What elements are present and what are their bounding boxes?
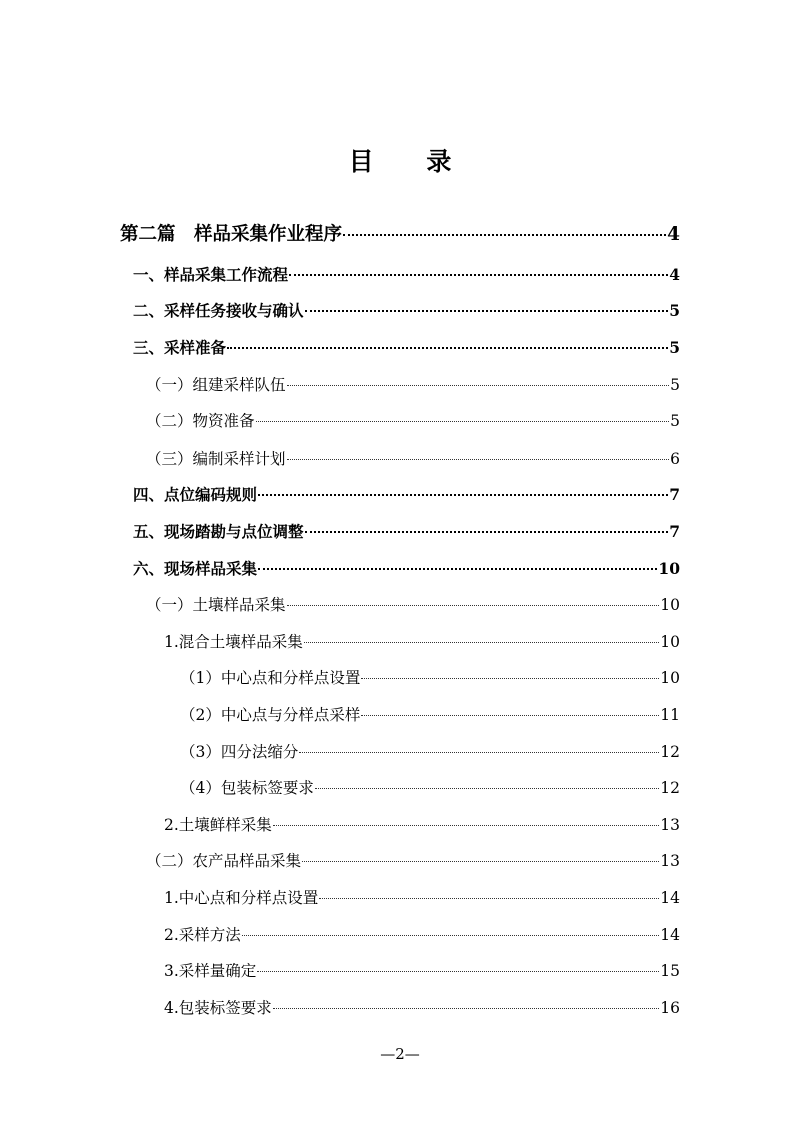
toc-entry-page: 10 [660,669,680,687]
dot-leader [361,715,659,716]
toc-entry-page: 16 [660,999,680,1017]
dot-leader [257,971,659,972]
toc-entry[interactable] [164,885,680,911]
toc-entry[interactable] [133,556,680,582]
toc-entry[interactable] [164,995,680,1021]
dot-leader [305,310,669,312]
toc-entry[interactable] [133,262,680,288]
toc-entry[interactable] [133,335,680,361]
toc-entry[interactable] [180,739,680,765]
page-title: 目 录 [348,147,474,176]
toc-entry-label: 1.混合土壤样品采集 [164,633,303,651]
toc-entry-label: 二、采样任务接收与确认 [133,302,304,320]
toc-entry-page: 12 [660,779,680,797]
toc-entry-label: （1）中心点和分样点设置 [180,669,361,687]
toc-entry-page: 13 [660,816,680,834]
dot-leader [315,788,659,789]
toc-entry-label: 3.采样量确定 [164,962,257,980]
toc-entry-label: 2.土壤鲜样采集 [164,816,272,834]
dot-leader [304,642,659,643]
toc-entry-label: 一、样品采集工作流程 [133,266,289,284]
dot-leader [258,568,657,570]
toc-entry-label: 五、现场踏勘与点位调整 [133,523,304,541]
toc-entry[interactable] [164,922,680,948]
dot-leader [319,898,659,899]
toc-entry-label: 1.中心点和分样点设置 [164,889,319,907]
toc-entry-label: 第二篇 样品采集作业程序 [120,224,343,245]
toc-entry[interactable] [146,372,680,398]
toc-entry[interactable] [133,298,680,324]
dot-leader [299,752,659,753]
toc-entry[interactable] [146,592,680,618]
toc-entry-label: （三）编制采样计划 [146,450,286,468]
toc-entry-label: （一）组建采样队伍 [146,376,286,394]
toc-entry-page: 14 [660,889,680,907]
toc-entry[interactable] [180,775,680,801]
dot-leader [343,234,666,236]
toc-entry-page: 5 [670,412,680,430]
toc-entry-label: 三、采样准备 [133,339,227,357]
toc-entry-label: （一）土壤样品采集 [146,596,286,614]
toc-entry[interactable] [164,629,680,655]
dot-leader [273,1008,659,1009]
toc-entry-page: 4 [667,224,680,245]
dot-leader [289,274,668,276]
toc-entry-page: 6 [670,450,680,468]
toc-entry-page: 14 [660,926,680,944]
dot-leader [305,531,669,533]
toc-entry[interactable] [180,665,680,691]
dot-leader [287,605,660,606]
page-number-footer: —2— [380,1045,420,1063]
toc-entry[interactable] [146,408,680,434]
toc-entry-page: 15 [660,962,680,980]
dot-leader [287,459,670,460]
toc-entry[interactable] [180,702,680,728]
toc-entry-label: （3）四分法缩分 [180,743,299,761]
toc-entry-label: （2）中心点与分样点采样 [180,706,361,724]
toc-entry-page: 10 [660,596,680,614]
toc-entry-page: 10 [658,559,680,578]
dot-leader [258,494,668,496]
toc-entry-page: 12 [660,743,680,761]
toc-entry-page: 7 [669,522,680,541]
toc-entry-page: 7 [669,485,680,504]
dot-leader [287,385,670,386]
toc-entry[interactable] [164,958,680,984]
toc-entry-page: 5 [669,301,680,320]
dot-leader [227,347,668,349]
toc-entry-page: 13 [660,852,680,870]
dot-leader [273,825,659,826]
toc-entry[interactable] [164,812,680,838]
dot-leader [302,861,659,862]
toc-entry-label: （二）农产品样品采集 [146,852,302,870]
toc-entry-label: 4.包装标签要求 [164,999,272,1017]
dot-leader [361,678,659,679]
toc-entry[interactable] [133,482,680,508]
toc-entry-page: 11 [660,706,680,724]
toc-entry-label: 2.采样方法 [164,926,241,944]
toc-entry-page: 4 [669,265,680,284]
toc-entry[interactable] [133,519,680,545]
toc-entry[interactable] [120,222,680,248]
toc-entry-page: 5 [669,338,680,357]
toc-entry[interactable] [146,446,680,472]
toc-entry-label: （4）包装标签要求 [180,779,314,797]
toc-entry-page: 10 [660,633,680,651]
dot-leader [256,421,670,422]
toc-entry[interactable] [146,848,680,874]
toc-entry-label: 四、点位编码规则 [133,486,258,504]
toc-entry-label: （二）物资准备 [146,412,255,430]
toc-entry-label: 六、现场样品采集 [133,560,258,578]
toc-entry-page: 5 [670,376,680,394]
dot-leader [242,935,659,936]
